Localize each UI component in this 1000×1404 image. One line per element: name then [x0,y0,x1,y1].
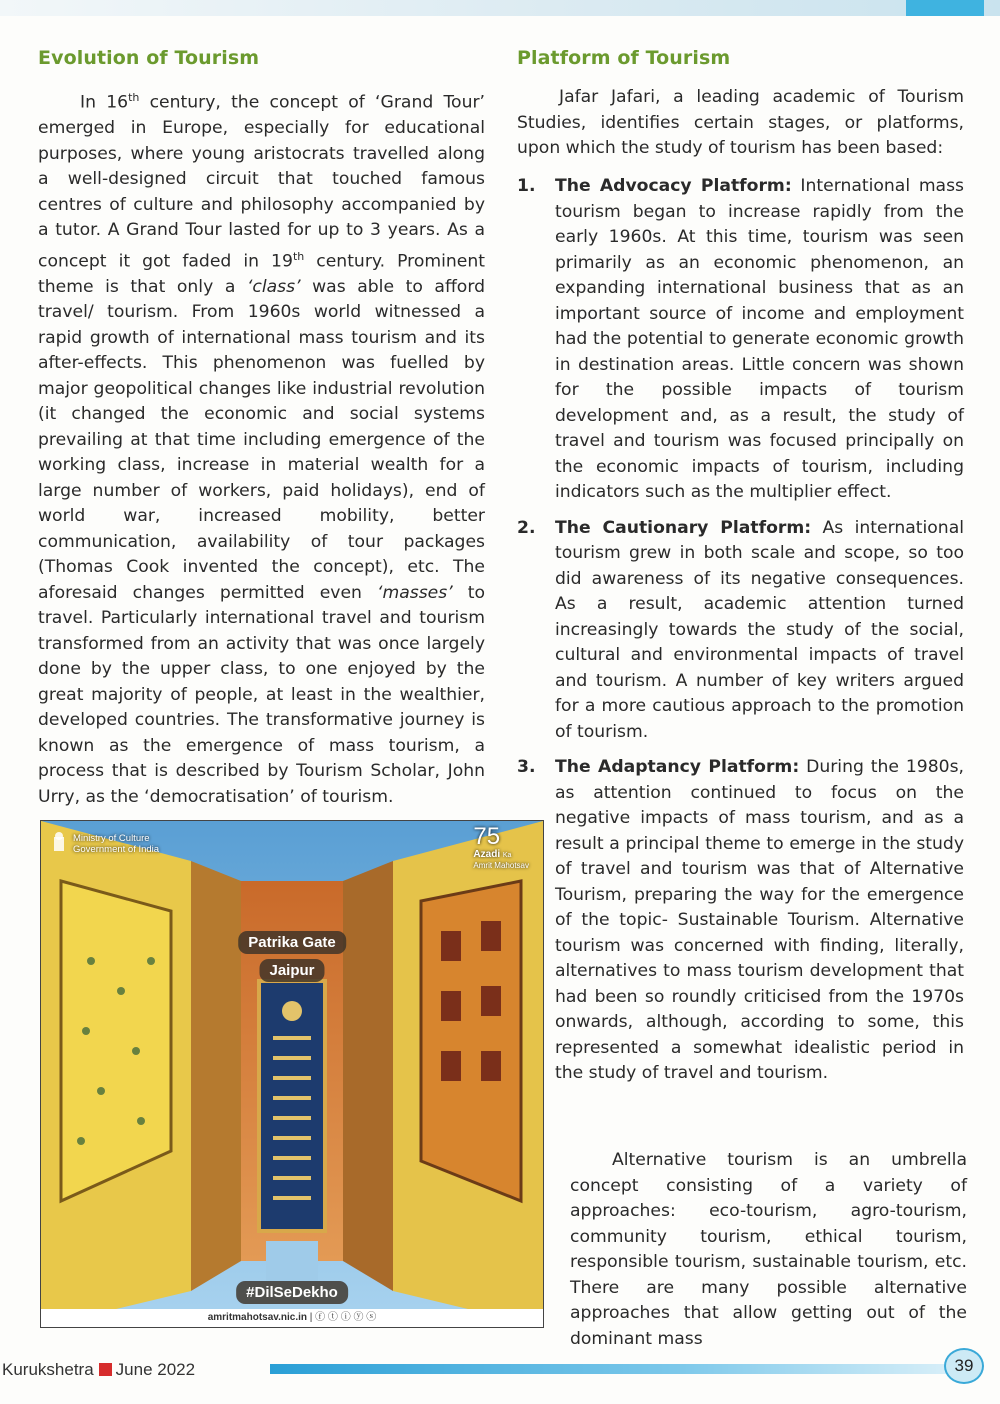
hashtag-tag: #DilSeDekho [236,1281,348,1304]
azadi-line1: Azadi [473,849,501,860]
closing-block [570,1148,967,1352]
azadi-line2: Amrit Mahotsav [473,861,529,870]
text-run: century. Prominent theme is that only a [38,251,485,297]
evolution-body [38,85,485,810]
social-icons: | ⓕ ⓣ ⓘ ⓨ ⓢ [309,1312,377,1323]
list-item-title: The Adaptancy Platform: [555,757,800,777]
text-run: In 16 [80,92,129,113]
list-item-adaptancy [517,755,964,1087]
list-item-text: International mass tourism began to increase rapidly from the early 1960s. At this time, tourism was seen primarily as an economic phenomenon, an expanding international business that as an important source of income and employment had the potential to generate economic growth in destination areas. Little concern was shown for the possible impacts of tourism development and, as a result, the study of travel and tourism was focused principally on the economic impacts of tourism, including indicators such as the multiplier effect. [555,176,965,502]
azadi-ka: Ka [502,852,512,859]
footer-red-square [99,1363,112,1376]
list-item-text: As international tourism grew in both scale and scope, so too did awareness of its negative consequences. As a result, academic attention turned increasingly towards the study of the social, cultural and environmental impacts of travel and tourism. A number of key writers argued for a more cautious approach to the promotion of tourism. [555,517,965,742]
evolution-heading: Evolution of Tourism [38,47,260,69]
ministry-line1: Ministry of Culture [73,833,150,844]
top-accent-tab [906,0,984,16]
patrika-gate-illustration [41,821,543,1327]
patrika-gate-photo [40,820,544,1328]
azadi-75: 75 [473,823,501,850]
text-run: was able to afford travel/ tourism. From 1960s world witnessed a rapid growth of international mass tourism and its after-effects. This phenomenon was fuelled by major geopolitical changes like industrial revolution (it changed the economic and social systems prevailing at that time including emergence of the working class, increase in material wealth for a large number of workers, paid holidays), end of world war, increased mobility, better communication, availability of tour packages (Thomas Cook invented the concept), etc. The aforesaid changes permitted even [38,276,485,603]
footer-blue-bar [270,1364,946,1374]
platform-list [517,174,964,1087]
platform-intro: Jafar Jafari, a leading academic of Tourism Studies, identifies certain stages, or platforms, upon which the study of tourism has been based: [517,87,964,158]
photo-title-tag: Patrika Gate [238,931,346,954]
text-run: to travel. Particularly international travel and tourism transformed from an activity that was once largely done by the upper class, to one enjoyed by the great majority of people, at least in the wealthier, developed countries. The transformative journey is known as the emergence of mass tourism, a process that is described by Tourism Scholar, John Urry, as the ‘democratisation’ of tourism. [38,582,485,807]
list-number: 2. [517,517,536,538]
photo-subtitle-tag: Jaipur [259,959,324,982]
list-number: 1. [517,176,536,196]
ministry-line2: Government of India [73,844,160,855]
list-item-advocacy [517,174,964,506]
evolution-paragraph [38,85,485,810]
emphasis-class: ‘class’ [246,276,301,297]
platform-intro-block [517,85,964,162]
footer-publication [2,1360,195,1380]
footer-issue: June 2022 [115,1360,196,1379]
list-number: 3. [517,757,536,777]
closing-paragraph: Alternative tourism is an umbrella concept consisting of a variety of approaches: eco-tourism, agro-tourism, community tourism, ethical tourism, responsible tourism, sustainable tourism, etc. There are many possible alternative approaches that allow getting out of the dominant mass [570,1150,967,1349]
list-item-cautionary [517,516,964,746]
superscript-th: th [292,249,305,263]
ministry-logo-text [73,833,159,855]
superscript-th: th [128,91,140,104]
list-item-title: The Cautionary Platform: [555,517,812,538]
page-number: 39 [944,1348,984,1384]
platform-heading: Platform of Tourism [517,47,731,69]
website-url: amritmahotsav.nic.in [207,1312,307,1323]
list-item-text: During the 1980s, as attention continued to focus on the negative impacts of mass tourism, and as a result a principal theme to emerge in the study of travel and tourism was that of Alternative Tourism, preparing the way for the emergence of the topic- Sustainable Tourism. Alternative tourism was concerned with finding, literally, alternatives to mass tourism development that had been so roundly criticised from the 1970s onwards, although, according to some, this represented a somewhat idealistic period in the study of travel and tourism. [555,757,964,1083]
national-emblem-icon [51,831,67,855]
website-strip [41,1309,543,1327]
list-item-title: The Advocacy Platform: [555,176,792,196]
top-decorative-band [0,0,1000,16]
text-run: century, the concept of ‘Grand Tour’ emerged in Europe, especially for educational purposes, where young aristocrats travelled along a well-designed circuit that touched famous centres of culture and philosophy accompanied by a tutor. A Grand Tour lasted for up to 3 years. As a concept it got faded in 19 [38,92,485,272]
footer-magazine: Kurukshetra [2,1360,94,1379]
emphasis-masses: ‘masses’ [377,582,453,603]
